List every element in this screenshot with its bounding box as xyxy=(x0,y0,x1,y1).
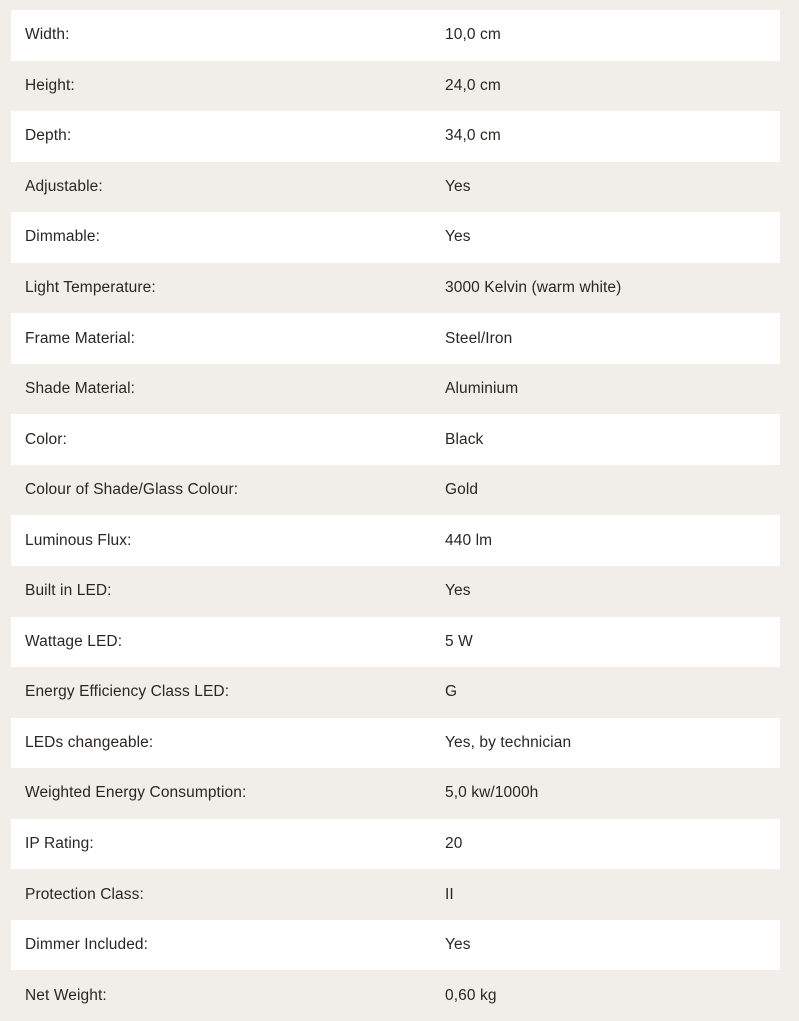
spec-value: Yes xyxy=(445,228,471,246)
table-row xyxy=(11,667,780,718)
table-row xyxy=(11,414,780,465)
spec-value: Yes xyxy=(445,582,471,600)
spec-value: 34,0 cm xyxy=(445,127,501,145)
spec-value: Yes, by technician xyxy=(445,733,572,751)
spec-table xyxy=(11,10,780,1021)
spec-label: Dimmer Included: xyxy=(25,936,149,954)
table-row xyxy=(11,61,780,112)
table-row xyxy=(11,566,780,617)
spec-value: 5 W xyxy=(445,632,473,650)
spec-label: Depth: xyxy=(25,127,72,145)
table-row xyxy=(11,718,780,769)
spec-value: 10,0 cm xyxy=(445,26,501,44)
table-row xyxy=(11,869,780,920)
spec-label: LEDs changeable: xyxy=(25,733,154,751)
spec-label: Light Temperature: xyxy=(25,279,156,296)
spec-label: Dimmable: xyxy=(25,228,100,246)
spec-label: Wattage LED: xyxy=(25,632,123,650)
table-row xyxy=(11,970,780,1021)
spec-label: Height: xyxy=(25,76,75,94)
spec-value: II xyxy=(445,885,454,903)
spec-value: Yes xyxy=(445,936,471,954)
spec-label: Weighted Energy Consumption: xyxy=(25,784,247,802)
table-row xyxy=(11,111,780,162)
spec-label: Protection Class: xyxy=(25,885,144,903)
spec-label: Shade Material: xyxy=(25,380,136,398)
table-row xyxy=(11,465,780,516)
spec-value: G xyxy=(445,683,458,701)
spec-value: 440 lm xyxy=(445,531,493,549)
spec-label: Frame Material: xyxy=(25,329,136,347)
spec-value: 0,60 kg xyxy=(445,986,497,1004)
spec-value: 24,0 cm xyxy=(445,76,501,94)
table-row xyxy=(11,617,780,668)
spec-value: 5,0 kw/1000h xyxy=(445,784,539,802)
spec-label: Colour of Shade/Glass Colour: xyxy=(25,481,239,499)
table-row xyxy=(11,10,780,61)
spec-value: 3000 Kelvin (warm white) xyxy=(445,279,622,296)
table-row xyxy=(11,263,780,314)
table-row xyxy=(11,162,780,213)
table-row xyxy=(11,515,780,566)
table-row xyxy=(11,920,780,971)
table-row xyxy=(11,364,780,415)
spec-value: Black xyxy=(445,430,484,448)
table-row xyxy=(11,768,780,819)
spec-label: Width: xyxy=(25,26,70,44)
spec-label: Net Weight: xyxy=(25,986,107,1004)
spec-label: Color: xyxy=(25,430,67,448)
table-row xyxy=(11,313,780,364)
spec-value: 20 xyxy=(445,835,463,853)
spec-label: Adjustable: xyxy=(25,177,103,195)
table-row xyxy=(11,819,780,870)
spec-value: Aluminium xyxy=(445,380,519,398)
spec-value: Steel/Iron xyxy=(445,329,513,347)
spec-label: IP Rating: xyxy=(25,835,94,853)
spec-value: Yes xyxy=(445,177,471,195)
table-row xyxy=(11,212,780,263)
spec-label: Built in LED: xyxy=(25,582,112,600)
spec-value: Gold xyxy=(445,481,479,499)
spec-label: Luminous Flux: xyxy=(25,531,132,549)
spec-label: Energy Efficiency Class LED: xyxy=(25,683,230,701)
